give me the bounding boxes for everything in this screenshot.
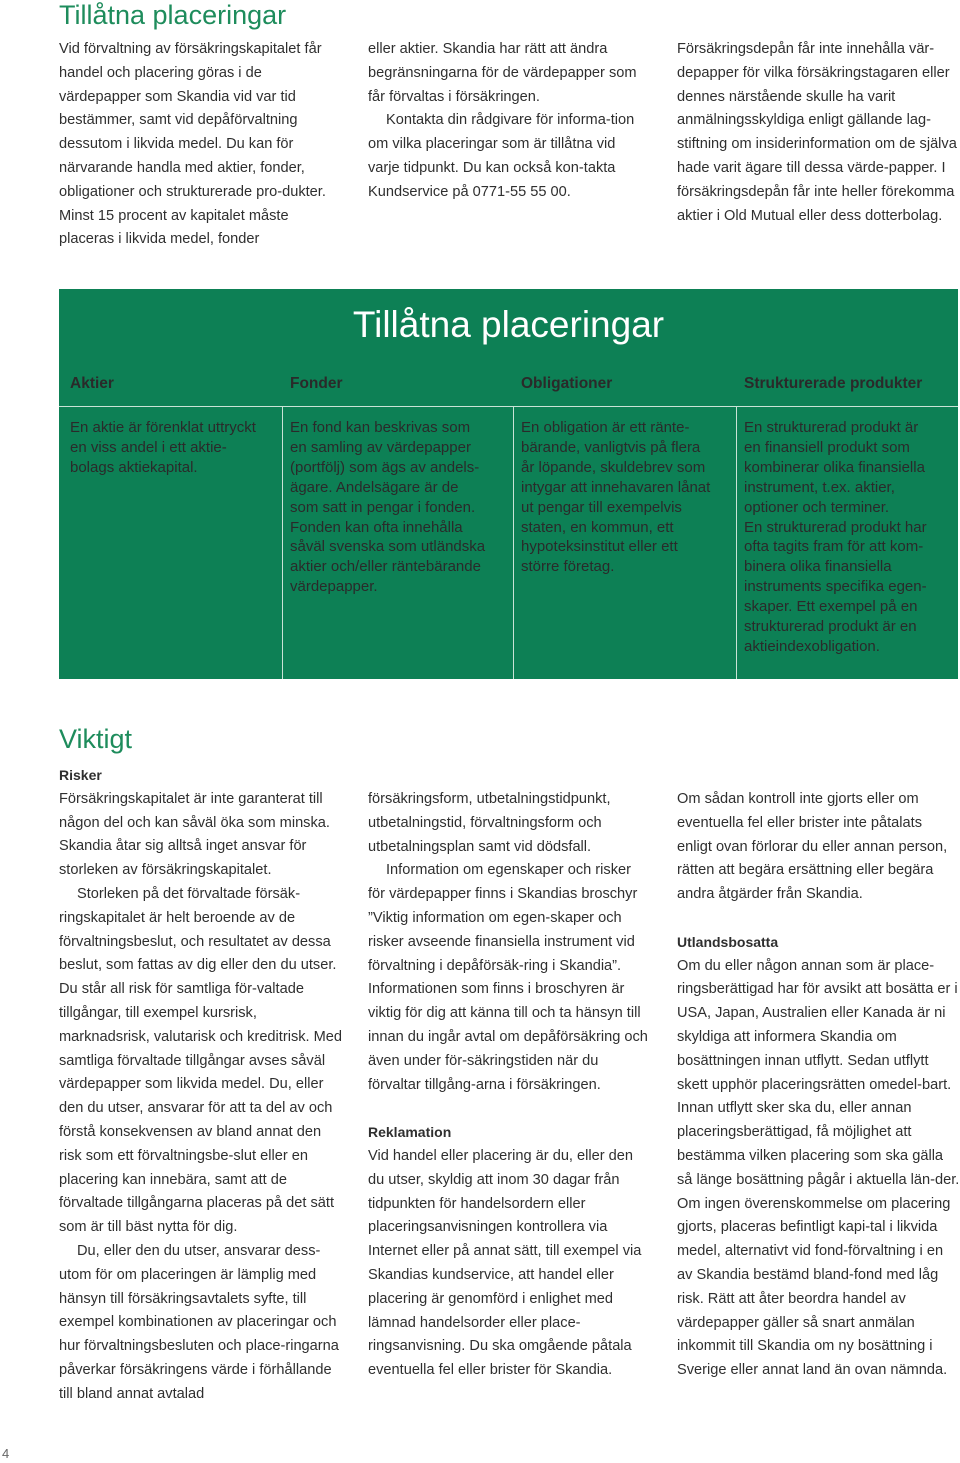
page-number: 4 xyxy=(2,1446,10,1461)
paragraph: försäkringsform, utbetalningstidpunkt, utbetalningstid, förvaltningsform och utbetalningsplan samt vid dödsfall. xyxy=(368,791,611,855)
column-text-aktier: En aktie är förenklat uttryckt en viss andel i ett aktie- bolags aktiekapital. xyxy=(70,419,256,476)
box-divider xyxy=(59,406,958,407)
box-column-divider xyxy=(282,406,283,679)
paragraph: eller aktier. Skandia har rätt att ändra begränsningarna för de värdepapper som får förvaltas i försäkringen. xyxy=(368,41,637,105)
paragraph: Försäkringskapitalet är inte garanterat till någon del och kan såväl öka som minska. Skandia åtar sig alltså inget ansvar för storleken av försäkringskapitalet. xyxy=(59,790,330,879)
column-text-obligationer: En obligation är ett ränte- bärande, vanligtvis på flera år löpande, skuldebrev som intygar att innehavaren lånat ut pengar till exempelvis staten, en kommun, ett hypoteksinstitut eller ett större företag. xyxy=(521,419,711,576)
paragraph: Storleken på det förvaltade försäk-ringskapitalet är helt beroende av de förvaltningsbeslut, och resultatet av dessa beslut, som fattas av dig eller den du utser. Du står all risk för samtliga för-valtade tillgångar, till exempel kursrisk, marknadsrisk, valutarisk och kreditrisk. Med samtliga förvaltade tillgångar avses såväl värdepapper som likvida medel. Du, eller den du utser, ansvarar för att ta del av och förstå konsekvensen av bland annat den risk som ett förvaltningsbe-slut eller en placering kan innebära, samt att de förvaltade tillgångarna placeras på det sätt som är till bäst nytta för dig. xyxy=(59,885,343,1236)
viktigt-column-2 xyxy=(368,788,650,1383)
column-header-fonder: Fonder xyxy=(290,375,343,392)
intro-column-2 xyxy=(368,38,648,205)
column-header-strukturerade: Strukturerade produkter xyxy=(744,375,923,392)
paragraph: Du, eller den du utser, ansvarar dess-utom för om placeringen är lämplig med hänsyn till försäkringsavtalets syfte, till exempel kombinationen av placeringar och hur förvaltningsbesluten och place-ringarna påverkar försäkringens värde i förhållande till bland annat avtalad xyxy=(59,1242,339,1402)
column-header-obligationer: Obligationer xyxy=(521,375,613,392)
subheading-utlandsbosatta: Utlandsbosatta xyxy=(677,933,779,950)
intro-column-3 xyxy=(677,38,960,228)
subheading-reklamation: Reklamation xyxy=(368,1124,452,1141)
page-title: Tillåtna placeringar xyxy=(59,0,287,30)
paragraph: Kontakta din rådgivare för informa-tion om vilka placeringar som är tillåtna vid varje tidpunkt. Du kan också kon-takta Kundservice på 0771-55 55 00. xyxy=(368,112,635,200)
paragraph: Om sådan kontroll inte gjorts eller om eventuella fel eller brister inte påtalats enligt ovan förlorar du eller annan person, rätten att begära ersättning eller begära andra åtgärder från Skandia. xyxy=(677,791,948,903)
box-title: Tillåtna placeringar xyxy=(352,304,665,345)
viktigt-column-3 xyxy=(677,788,960,1383)
paragraph: Försäkringsdepån får inte innehålla vär-depapper för vilka försäkringstagaren eller dennes närstående skulle ha varit anmälningsskyldiga enligt gällande lag-stiftning om insiderinformation om de själva hade varit ägare till dessa värde-papper. I försäkringsdepån får inte heller förekomma aktier i Old Mutual eller dess dotterbolag. xyxy=(677,41,957,224)
paragraph: Information om egenskaper och risker för värdepapper finns i Skandias broschyr ”Viktig information om egen-skaper och risker avseende finansiella instrument vid förvaltning i depåförsäk-ring i Skandia”. Informationen som finns i broschyren är viktig för dig att känna till och ta hänsyn till innan du ingår avtal om depåförsäkring och även under för-säkringstiden när du förvaltar tillgång-arna i försäkringen. xyxy=(368,862,648,1093)
paragraph: Vid förvaltning av försäkringskapitalet får handel och placering göras i de värdepapper som Skandia vid var tid bestämmer, samt vid depåförvaltning dessutom i likvida medel. Du kan för närvarande handla med aktier, fonder, obligationer och strukturerade pro-dukter. Minst 15 procent av kapitalet måste placeras i likvida medel, fonder xyxy=(59,41,326,248)
subheading-risker: Risker xyxy=(59,767,102,783)
column-text-fonder: En fond kan beskrivas som en samling av värdepapper (portfölj) som ägs av andels- ägare. Andelsägare är de som satt in pengar i fonden. Fonden kan ofta innehålla såväl svenska som utländska aktier och/eller räntebärande värdepapper. xyxy=(290,419,486,596)
box-column-divider xyxy=(736,406,737,679)
box-column-divider xyxy=(513,406,514,679)
column-text-strukturerade: En strukturerad produkt är en finansiell produkt som kombinerar olika finansiella instrument, t.ex. aktier, optioner och terminer. En strukturerad produkt har ofta tagits fram för att kom- binera olika finansiella instruments specifika egen- skaper. Ett exempel på en strukturerad produkt är en aktieindexobligation. xyxy=(744,419,927,655)
paragraph: Om du eller någon annan som är place-ringsberättigad har för avsikt att bosätta er i USA, Japan, Australien eller Kanada är ni skyldiga att informera Skandia om bosättningen innan utflytt. Sedan utflytt skett upphör placeringsrätten omedel-bart. Innan utflytt sker ska du, eller annan placeringsberättigad, få möjlighet att bestämma vilken placering som ska gälla så länge bosättning pågår i aktuella län-der. Om ingen överenskommelse om placering gjorts, placeras befintligt kapi-tal i likvida medel, alternativt vid fond-förvaltning i en av Skandia bestämd bland-fond med låg risk. Rätt att åter beordra handel av värdepapper gäller så snart anmälan inkommit till Skandia om ny bosättning i Sverige eller annat land än ovan nämnda. xyxy=(677,957,960,1379)
intro-column-1 xyxy=(59,38,334,252)
paragraph: Vid handel eller placering är du, eller den du utser, skyldig att inom 30 dagar från tidpunkten för handelsordern eller placeringsanvisningen kontrollera via Internet eller på annat sätt, till exempel via Skandias kundservice, att handel eller placering är genomförd i enlighet med lämnad handelsorder eller place-ringsanvisning. Du ska omgående påtala eventuella fel eller brister för Skandia. xyxy=(368,1147,642,1379)
viktigt-column-1 xyxy=(59,764,344,1407)
section-heading-viktigt: Viktigt xyxy=(59,724,133,754)
column-header-aktier: Aktier xyxy=(70,375,114,392)
